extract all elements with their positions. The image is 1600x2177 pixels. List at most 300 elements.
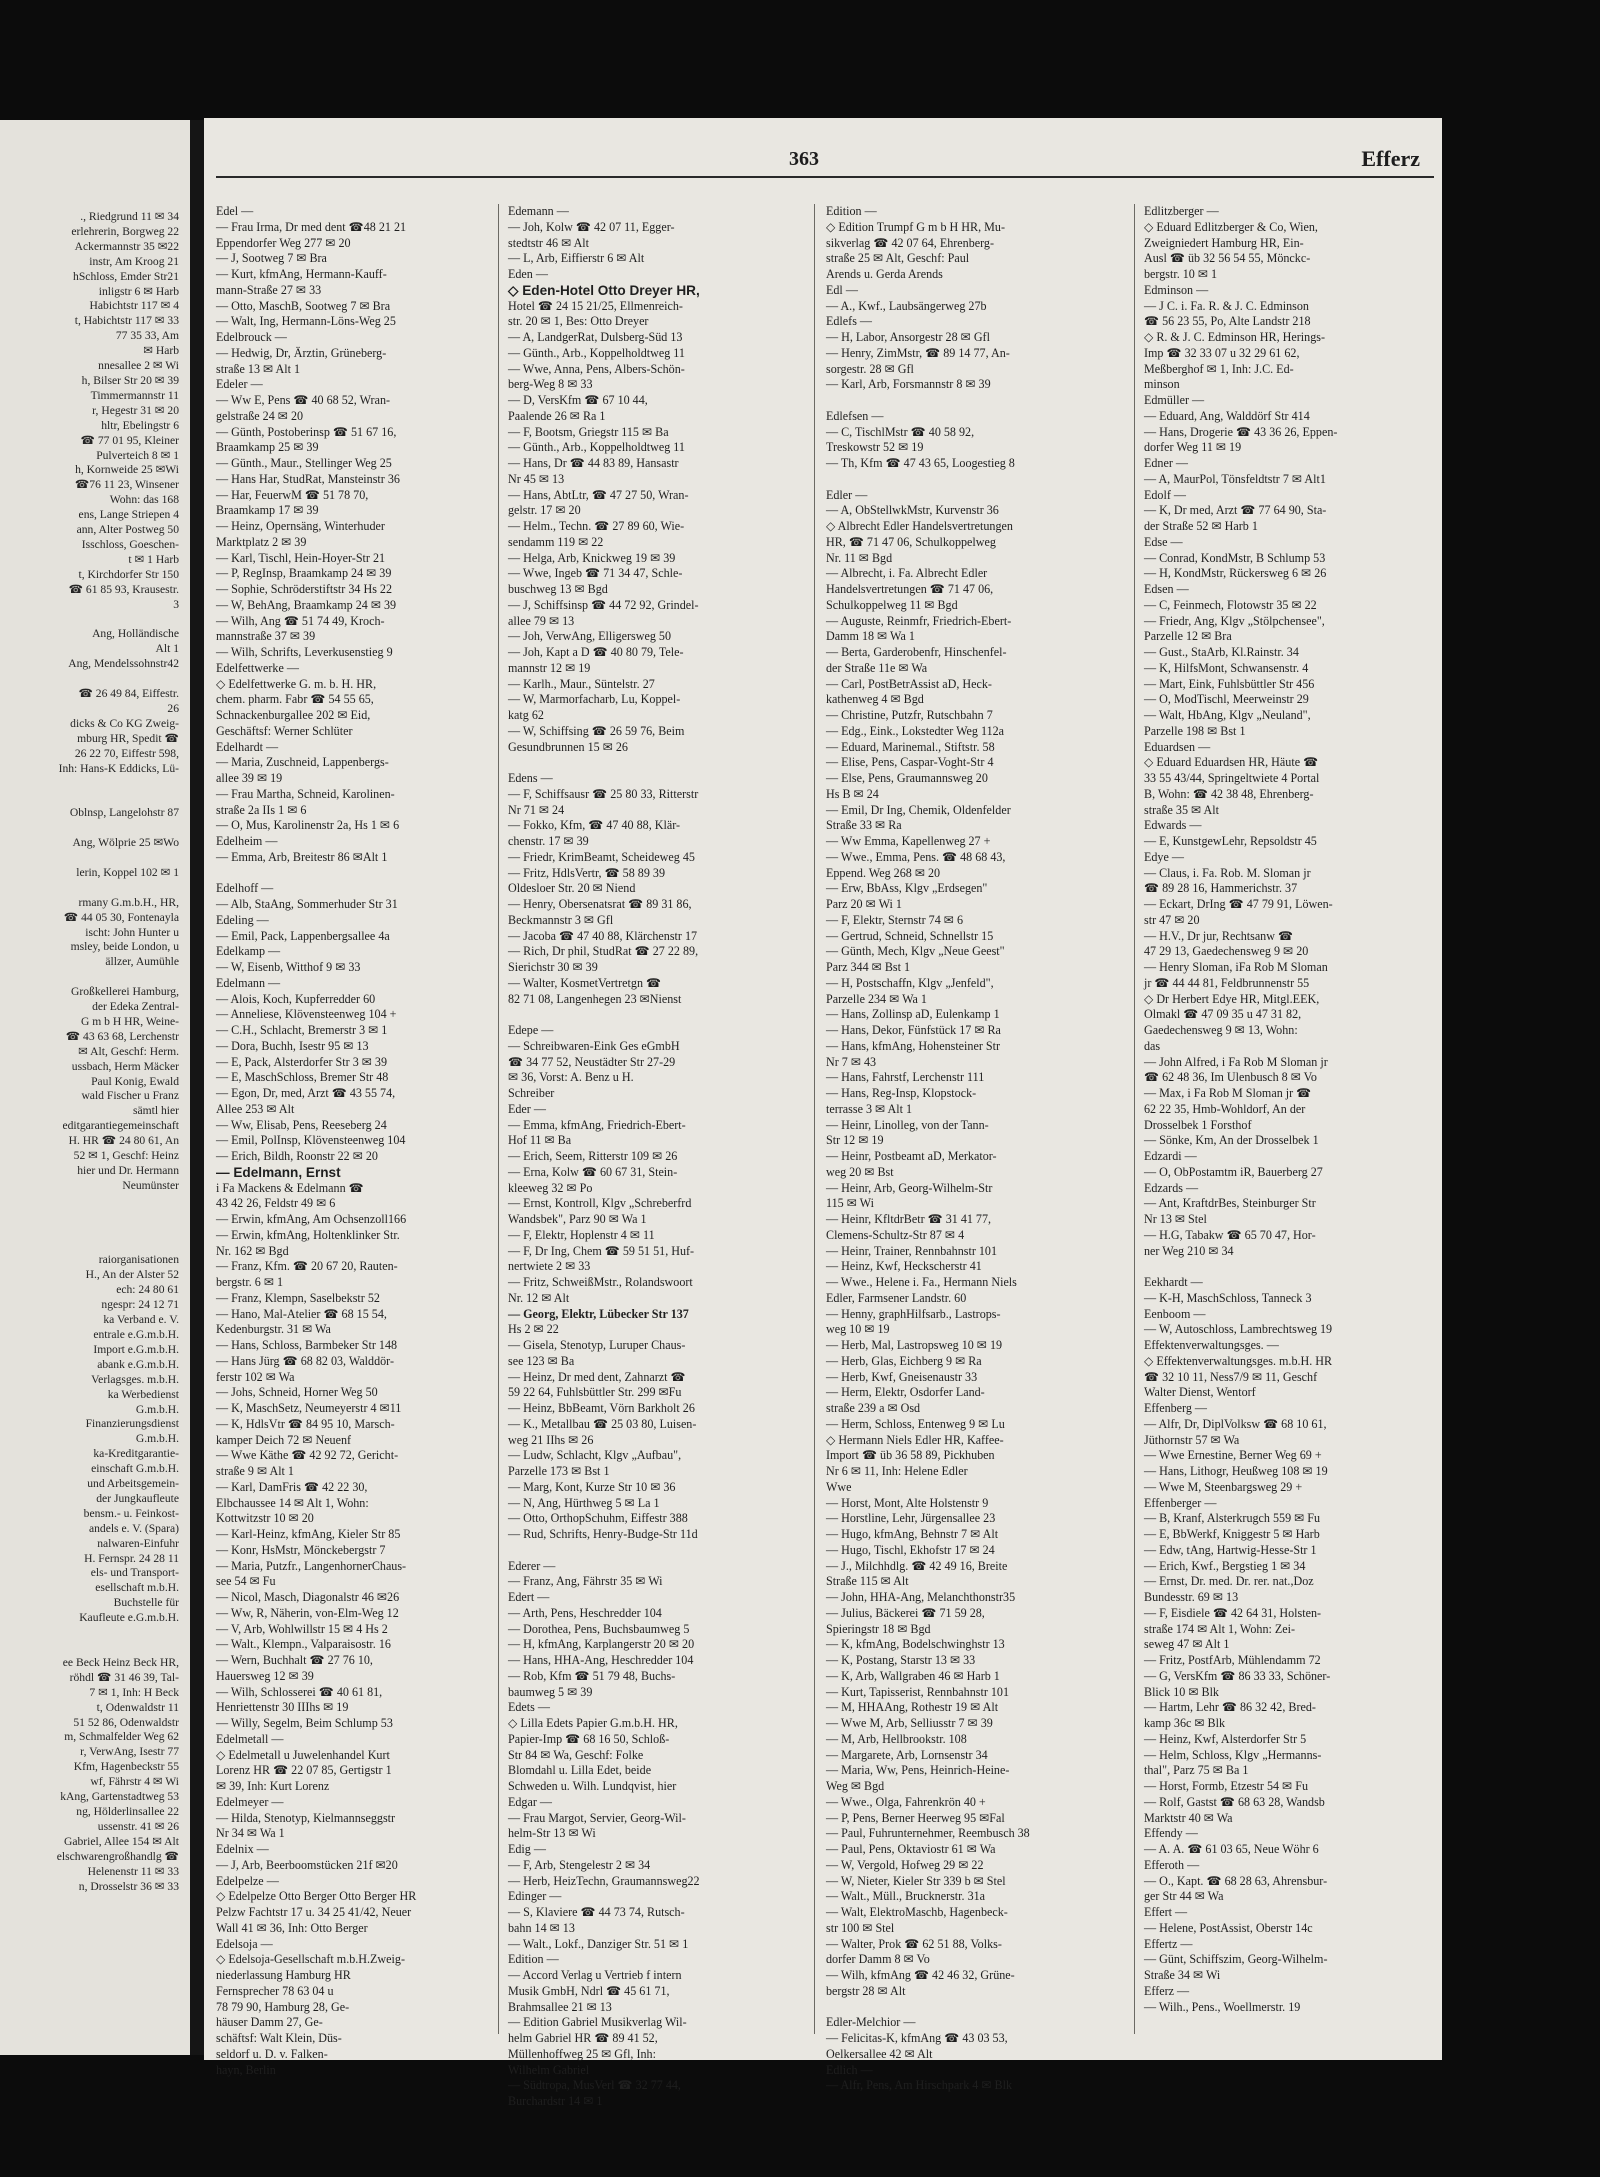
directory-entry-line: chem. pharm. Fabr ☎ 54 55 65,: [216, 692, 374, 707]
directory-entry-line: — J, Sootweg 7 ✉ Bra: [216, 251, 327, 266]
directory-entry-line: str 100 ✉ Stel: [826, 1920, 895, 1935]
directory-entry-line: — Fokko, Kfm, ☎ 47 40 88, Klär-: [508, 818, 681, 833]
facing-page-line: H., An der Alster 52: [85, 1268, 179, 1282]
directory-entry-line: — W, BehAng, Braamkamp 24 ✉ 39: [216, 597, 397, 612]
directory-entry-line: bergstr. 10 ✉ 1: [1144, 267, 1218, 281]
directory-entry-line: 115 ✉ Wi: [826, 1196, 874, 1211]
facing-page-line: ka-Kreditgarantie-: [93, 1447, 179, 1461]
directory-entry-line: — Hans, Dekor, Fünfstück 17 ✉ Ra: [826, 1023, 1001, 1037]
directory-entry-line: — Emil, PolInsp, Klövensteenweg 104: [216, 1133, 406, 1148]
directory-entry-line: — Hans, AbtLtr, ☎ 47 27 50, Wran-: [508, 487, 689, 502]
directory-entry-line: Edl —: [826, 282, 858, 297]
directory-entry-line: — O, ModTischl, Meerweinstr 29: [1144, 692, 1309, 707]
directory-entry-line: Pelzw Fachtstr 17 u. 34 25 41/42, Neuer: [216, 1905, 412, 1919]
directory-entry-line: Hs B ✉ 24: [826, 786, 879, 801]
directory-entry-line: — Wilh, Schlosserei ☎ 40 61 81,: [216, 1684, 383, 1699]
directory-entry-line: stedtstr 46 ✉ Alt: [508, 235, 590, 250]
directory-entry-line: — Wwe Käthe ☎ 42 92 72, Gericht-: [216, 1448, 399, 1463]
directory-entry-line: [1144, 1259, 1416, 1275]
directory-entry-line: — F, Dr Ing, Chem ☎ 59 51 51, Huf-: [508, 1243, 695, 1258]
directory-entry-line: — Henry, ZimMstr, ☎ 89 14 77, An-: [826, 345, 1010, 360]
directory-entry-line: — Ernst, Kontroll, Klgv „Schreberfrd: [508, 1196, 692, 1211]
directory-entry-line: seweg 47 ✉ Alt 1: [1144, 1637, 1230, 1652]
directory-entry-line: Wandsbek", Parz 90 ✉ Wa 1: [508, 1212, 647, 1226]
directory-page: [204, 118, 1442, 2108]
directory-entry-line: sikverlag ☎ 42 07 64, Ehrenberg-: [826, 235, 994, 250]
facing-page-line: 52 ✉ 1, Geschf: Heinz: [73, 1149, 179, 1163]
facing-page-line: kAng, Gartenstadtweg 53: [60, 1790, 179, 1804]
facing-page-line: 3: [173, 597, 179, 611]
directory-entry-line: — Eckart, DrIng ☎ 47 79 91, Löwen-: [1144, 897, 1333, 911]
directory-entry-line: Henriettenstr 30 IIIhs ✉ 19: [216, 1700, 349, 1715]
directory-entry-line: Edelmeyer —: [216, 1794, 284, 1809]
directory-entry-line: Parzelle 12 ✉ Bra: [1144, 629, 1232, 644]
directory-entry-line: — Wern, Buchhalt ☎ 27 76 10,: [216, 1653, 373, 1667]
facing-page-line: [0, 1641, 182, 1656]
directory-entry-line: — Horstline, Lehr, Jürgensallee 23: [826, 1511, 996, 1526]
directory-entry-line: — Fritz, SchweißMstr., Rolandswoort: [508, 1275, 693, 1289]
directory-entry-line: [826, 472, 1098, 488]
directory-entry-line: Edelmetall —: [216, 1731, 284, 1746]
directory-entry-line: [216, 866, 488, 882]
directory-entry-line: Effert —: [1144, 1905, 1188, 1919]
directory-entry-line: kamper Deich 72 ✉ Neuenf: [216, 1432, 352, 1447]
directory-entry-line: ferstr 102 ✉ Wa: [216, 1369, 295, 1384]
facing-page-line: sämtl hier: [132, 1104, 179, 1118]
directory-entry-line: — O, ObPostamtm iR, Bauerberg 27: [1144, 1164, 1323, 1179]
directory-entry-line: 78 79 90, Hamburg 28, Ge-: [216, 1999, 350, 2014]
directory-entry-line: — Günt, Schiffszim, Georg-Wilhelm-: [1144, 1952, 1328, 1967]
directory-entry-line: see 54 ✉ Fu: [216, 1574, 276, 1589]
directory-entry-line: ☎ 62 48 36, Im Ulenbusch 8 ✉ Vo: [1144, 1070, 1317, 1085]
directory-entry-line: Treskowstr 52 ✉ 19: [826, 440, 924, 455]
directory-entry-line: Nr 7 ✉ 43: [826, 1054, 877, 1069]
directory-entry-line: Blick 10 ✉ Blk: [1144, 1684, 1219, 1699]
directory-entry-line: Nr 34 ✉ Wa 1: [216, 1826, 285, 1841]
directory-entry-line: der Straße 11e ✉ Wa: [826, 660, 928, 675]
facing-page-line: ens, Lange Striepen 4: [78, 508, 179, 522]
facing-page-line: 26 22 70, Eiffestr 598,: [74, 746, 179, 760]
directory-entry-line: Burchardstr 14 ✉ 1: [508, 2094, 603, 2108]
directory-entry-line: — Anneliese, Klövensteenweg 104 +: [216, 1007, 397, 1022]
directory-entry-line: bergstr 28 ✉ Alt: [826, 1983, 906, 1998]
directory-entry-line: — Edelmann, Ernst: [216, 1164, 341, 1180]
directory-entry-line: ◇ Edelfettwerke G. m. b. H. HR,: [216, 676, 377, 691]
directory-entry-line: Oelkersallee 42 ✉ Alt: [826, 2046, 933, 2061]
book-gutter: [190, 120, 204, 2055]
facing-page-line: ✉ Alt, Geschf: Herm.: [78, 1044, 179, 1058]
directory-entry-line: — Hugo, kfmAng, Behnstr 7 ✉ Alt: [826, 1527, 999, 1541]
directory-entry-line: — Frau Margot, Servier, Georg-Wil-: [508, 1810, 686, 1825]
directory-entry-line: kleeweg 32 ✉ Po: [508, 1180, 593, 1195]
facing-page-line: Wohn: das 168: [109, 493, 179, 507]
directory-entry-line: weg 20 ✉ Bst: [826, 1164, 894, 1179]
directory-entry-line: weg 21 IIhs ✉ 26: [508, 1432, 594, 1447]
directory-entry-line: Nr 45 ✉ 13: [508, 471, 565, 486]
directory-entry-line: Parzelle 173 ✉ Bst 1: [508, 1464, 610, 1478]
directory-entry-line: — Erich, Kwf., Bergstieg 1 ✉ 34: [1144, 1558, 1306, 1573]
directory-entry-line: — Heinr, KfltdrBetr ☎ 31 41 77,: [826, 1212, 992, 1226]
directory-entry-line: [826, 393, 1098, 409]
directory-entry-line: Edwards —: [1144, 818, 1202, 833]
facing-page-line: ☎ 77 01 95, Kleiner: [80, 433, 179, 447]
directory-entry-line: Wilhelm Gabriel: [508, 2062, 590, 2077]
directory-entry-line: Lorenz HR ☎ 22 07 85, Gertigstr 1: [216, 1763, 392, 1778]
directory-entry-line: Fernsprecher 78 63 04 u: [216, 1983, 334, 1998]
directory-entry-line: — Hugo, Tischl, Ekhofstr 17 ✉ 24: [826, 1542, 995, 1557]
directory-entry-line: ◇ Eduard Eduardsen HR, Häute ☎: [1144, 755, 1319, 770]
directory-entry-line: — Heinz, Dr med dent, Zahnarzt ☎: [508, 1369, 686, 1384]
directory-entry-line: Edelkamp —: [216, 944, 281, 959]
facing-page-line: t, Habichtstr 117 ✉ 33: [74, 314, 179, 328]
directory-entry-line: ◇ Edelpelze Otto Berger Otto Berger HR: [216, 1889, 417, 1904]
directory-entry-line: [508, 755, 780, 771]
directory-entry-line: Parz 344 ✉ Bst 1: [826, 960, 911, 974]
directory-entry-line: Spieringstr 18 ✉ Bgd: [826, 1621, 931, 1636]
directory-entry-line: — Eduard, Ang, Walddörf Str 414: [1144, 408, 1310, 423]
directory-entry-line: — Rud, Schrifts, Henry-Budge-Str 11d: [508, 1527, 698, 1541]
column-divider: [498, 204, 499, 2034]
directory-entry-line: — Helga, Arb, Knickweg 19 ✉ 39: [508, 550, 676, 565]
directory-entry-line: Kedenburgstr. 31 ✉ Wa: [216, 1322, 331, 1337]
directory-entry-line: — Karlh., Maur., Süntelstr. 27: [508, 676, 655, 691]
directory-entry-line: Gesundbrunnen 15 ✉ 26: [508, 739, 628, 754]
directory-entry-line: — Maria, Putzfr., LangenhornerChaus-: [216, 1558, 407, 1573]
directory-entry-line: — Henry Sloman, iFa Rob M Sloman: [1144, 960, 1328, 974]
directory-entry-line: — W, Eisenb, Witthof 9 ✉ 33: [216, 960, 361, 974]
directory-entry-line: — Erich, Bildh, Roonstr 22 ✉ 20: [216, 1149, 378, 1163]
directory-entry-line: Nr 6 ✉ 11, Inh: Helene Edler: [826, 1464, 968, 1478]
directory-entry-line: Allee 253 ✉ Alt: [216, 1101, 295, 1116]
directory-entry-line: — Heinr, Trainer, Rennbahnstr 101: [826, 1243, 998, 1258]
facing-page-line: abank e.G.m.b.H.: [97, 1357, 179, 1371]
directory-entry-line: — J., Milchhdlg. ☎ 42 49 16, Breite: [826, 1558, 1008, 1573]
facing-page-line: [0, 1239, 182, 1254]
directory-entry-line: — Margarete, Arb, Lornsenstr 34: [826, 1747, 988, 1762]
directory-entry-line: — Erich, Seem, Ritterstr 109 ✉ 26: [508, 1149, 678, 1163]
facing-page-line: n, Drosselstr 36 ✉ 33: [78, 1879, 179, 1893]
directory-entry-line: Hauersweg 12 ✉ 39: [216, 1668, 314, 1683]
directory-entry-line: terrasse 3 ✉ Alt 1: [826, 1101, 913, 1116]
directory-entry-line: Arends u. Gerda Arends: [826, 267, 943, 281]
directory-entry-line: — O, Mus, Karolinenstr 2a, Hs 1 ✉ 6: [216, 818, 400, 833]
directory-entry-line: Edets —: [508, 1700, 550, 1715]
directory-entry-line: — Herm, Schloss, Entenweg 9 ✉ Lu: [826, 1416, 1005, 1431]
facing-page-line: h, Bilser Str 20 ✉ 39: [81, 373, 179, 387]
facing-page-line: 7 ✉ 1, Inh: H Beck: [89, 1685, 179, 1699]
facing-page-line: wf, Fährstr 4 ✉ Wi: [90, 1775, 179, 1789]
directory-entry-line: kamp 36c ✉ Blk: [1144, 1716, 1226, 1730]
directory-entry-line: — Karl, Tischl, Hein-Hoyer-Str 21: [216, 550, 386, 565]
directory-entry-line: — Emil, Pack, Lappenbergsallee 4a: [216, 928, 390, 943]
facing-page-line: bensm.- u. Feinkost-: [83, 1506, 179, 1520]
directory-entry-line: Bundesstr. 69 ✉ 13: [1144, 1590, 1239, 1604]
directory-entry-line: — Henny, graphHilfsarb., Lastrops-: [826, 1306, 1001, 1321]
directory-entry-line: — L, Arb, Eiffierstr 6 ✉ Alt: [508, 251, 645, 266]
directory-entry-line: — Hartm, Lehr ☎ 86 32 42, Bred-: [1144, 1700, 1316, 1715]
facing-page-line: ann, Alter Postweg 50: [76, 523, 179, 537]
directory-entry-line: bahn 14 ✉ 13: [508, 1920, 575, 1935]
directory-entry-line: — Ludw, Schlacht, Klgv „Aufbau",: [508, 1448, 682, 1463]
directory-entry-line: — Otto, OrthopSchuhm, Eiffestr 388: [508, 1511, 688, 1526]
facing-page-line: wald Fischer u Franz: [81, 1089, 179, 1103]
directory-entry-line: Edsen —: [1144, 582, 1189, 596]
facing-page-line: Ang, Mendelssohnstr42: [68, 657, 179, 671]
directory-entry-line: — Hans, Reg-Insp, Klopstock-: [826, 1086, 977, 1100]
directory-entry-line: — Wilh., Pens., Woellmerstr. 19: [1144, 1999, 1301, 2014]
directory-entry-line: Edminson —: [1144, 282, 1209, 297]
directory-entry-line: ◇ R. & J. C. Edminson HR, Herings-: [1144, 330, 1325, 344]
facing-page-line: raiorganisationen: [98, 1253, 179, 1267]
directory-entry-line: kathenweg 4 ✉ Bgd: [826, 692, 924, 707]
directory-entry-line: ◇ Effektenverwaltungsges. m.b.H. HR: [1144, 1353, 1333, 1368]
directory-entry-line: — Fritz, PostfArb, Mühlendamm 72: [1144, 1653, 1321, 1667]
directory-entry-line: — Ww, R, Näherin, von-Elm-Weg 12: [216, 1605, 399, 1620]
directory-entry-line: Edelmann —: [216, 975, 281, 990]
directory-entry-line: — H, kfmAng, Karplangerstr 20 ✉ 20: [508, 1637, 695, 1652]
directory-entry-line: — John, HHA-Ang, Melanchthonstr35: [826, 1590, 1016, 1604]
directory-entry-line: straße 25 ✉ Alt, Geschf: Paul: [826, 251, 970, 266]
directory-entry-line: — K, HdlsVtr ☎ 84 95 10, Marsch-: [216, 1416, 395, 1431]
directory-entry-line: — F, Elektr, Sternstr 74 ✉ 6: [826, 912, 963, 927]
facing-page-line: H. Fernspr. 24 28 11: [84, 1551, 179, 1565]
facing-page-column: [0, 210, 182, 1894]
directory-entry-line: — Henry, Obersenatsrat ☎ 89 31 86,: [508, 897, 692, 911]
directory-entry-line: — Herm, Elektr, Osdorfer Land-: [826, 1385, 985, 1400]
directory-entry-line: HR, ☎ 71 47 06, Schulkoppelweg: [826, 534, 996, 549]
directory-entry-line: ◇ Edelsoja-Gesellschaft m.b.H.Zweig-: [216, 1952, 405, 1967]
directory-entry-line: helm-Str 13 ✉ Wi: [508, 1826, 596, 1841]
directory-entry-line: — Gust., StaArb, Kl.Rainstr. 34: [1144, 645, 1299, 659]
facing-page-line: [0, 791, 182, 806]
directory-entry-line: Str 12 ✉ 19: [826, 1133, 884, 1148]
directory-entry-line: — H.G, Tabakw ☎ 65 70 47, Hor-: [1144, 1227, 1316, 1242]
directory-entry-line: Beckmannstr 3 ✉ Gfl: [508, 912, 614, 927]
directory-entry-line: — Erna, Kolw ☎ 60 67 31, Stein-: [508, 1164, 678, 1179]
directory-entry-line: weg 10 ✉ 19: [826, 1322, 890, 1337]
directory-entry-line: — Wwe Ernestine, Berner Weg 69 +: [1144, 1448, 1322, 1463]
directory-entry-line: Eduardsen —: [1144, 739, 1211, 754]
directory-entry-line: ◇ Lilla Edets Papier G.m.b.H. HR,: [508, 1716, 678, 1730]
directory-entry-line: Edepe —: [508, 1023, 554, 1037]
facing-page-line: Neumünster: [122, 1178, 179, 1192]
directory-entry-line: — Wwe M, Arb, Selliusstr 7 ✉ 39: [826, 1716, 993, 1730]
directory-entry-line: helm Gabriel HR ☎ 89 41 52,: [508, 2031, 658, 2045]
directory-entry-line: — Horst, Formb, Etzestr 54 ✉ Fu: [1144, 1779, 1308, 1793]
directory-entry-line: Efferoth —: [1144, 1857, 1200, 1872]
directory-entry-line: Geschäftsf: Werner Schlüter: [216, 723, 353, 738]
directory-entry-line: — Georg, Elektr, Lübecker Str 137: [508, 1306, 689, 1321]
facing-page-line: [0, 1209, 182, 1224]
directory-entry-line: Kottwitzstr 10 ✉ 20: [216, 1511, 314, 1526]
directory-entry-line: — Hans, kfmAng, Hohensteiner Str: [826, 1038, 1000, 1053]
facing-page-line: Timmermannstr 11: [90, 388, 179, 402]
directory-entry-line: sorgestr. 28 ✉ Gfl: [826, 361, 914, 376]
directory-entry-line: Nr 71 ✉ 24: [508, 802, 565, 817]
directory-entry-line: Edse —: [1144, 534, 1183, 549]
directory-entry-line: — P, RegInsp, Braamkamp 24 ✉ 39: [216, 566, 392, 581]
directory-entry-line: Effertz —: [1144, 1936, 1193, 1951]
directory-entry-line: — M, Arb, Hellbrookstr. 108: [826, 1731, 967, 1746]
directory-entry-line: Jüthornstr 57 ✉ Wa: [1144, 1432, 1240, 1447]
directory-entry-line: 59 22 64, Fuhlsbüttler Str. 299 ✉Fu: [508, 1385, 682, 1400]
directory-entry-line: — K, Dr med, Arzt ☎ 77 64 90, Sta-: [1144, 503, 1327, 518]
directory-entry-line: — Fritz, HdlsVertr, ☎ 58 89 39: [508, 865, 666, 880]
directory-entry-line: — Walt, Ing, Hermann-Löns-Weg 25: [216, 314, 396, 329]
directory-entry-line: — K, kfmAng, Bodelschwinghstr 13: [826, 1637, 1005, 1652]
directory-entry-line: — Alois, Koch, Kupferredder 60: [216, 991, 376, 1006]
directory-entry-line: — Karl, DamFris ☎ 42 22 30,: [216, 1479, 368, 1494]
directory-entry-line: Hs 2 ✉ 22: [508, 1322, 559, 1337]
directory-entry-line: — A, MaurPol, Tönsfeldtstr 7 ✉ Alt1: [1144, 471, 1326, 486]
directory-entry-line: — Hans, HHA-Ang, Heschredder 104: [508, 1653, 694, 1667]
directory-entry-line: — E, KunstgewLehr, Repsoldstr 45: [1144, 834, 1317, 848]
facing-page-line: mburg HR, Spedit ☎: [77, 731, 179, 745]
directory-entry-line: Edgar —: [508, 1794, 552, 1809]
directory-entry-line: Musik GmbH, Ndrl ☎ 45 61 71,: [508, 1983, 670, 1998]
directory-entry-line: straße 239 a ✉ Osd: [826, 1401, 921, 1415]
facing-page-line: [0, 1224, 182, 1239]
directory-entry-line: dorfer Damm 8 ✉ Vo: [826, 1952, 930, 1967]
directory-entry-line: — Kurt, kfmAng, Hermann-Kauff-: [216, 267, 387, 281]
directory-entry-line: — K, MaschSetz, Neumeyerstr 4 ✉11: [216, 1401, 402, 1415]
facing-page-line: erlehrerin, Borgweg 22: [71, 224, 179, 238]
facing-page-line: [0, 1626, 182, 1641]
facing-page-line: Großkellerei Hamburg,: [71, 985, 179, 999]
directory-entry-line: — Heinr, Linolleg, von der Tann-: [826, 1117, 989, 1132]
directory-entry-line: ✉ 39, Inh: Kurt Lorenz: [216, 1779, 330, 1793]
directory-entry-line: — C, Feinmech, Flotowstr 35 ✉ 22: [1144, 597, 1317, 612]
directory-entry-line: Edelsoja —: [216, 1936, 273, 1951]
facing-page-line: G m b H HR, Weine-: [80, 1014, 179, 1028]
directory-entry-line: — Wwe, Anna, Pens, Albers-Schön-: [508, 361, 685, 376]
directory-entry-line: — Erwin, kfmAng, Holtenklinker Str.: [216, 1227, 400, 1242]
header-rule: [216, 176, 1434, 178]
facing-page-line: Finanzierungsdienst: [85, 1417, 179, 1431]
directory-entry-line: Edig —: [508, 1842, 546, 1856]
directory-entry-line: — Heinz, Opernsäng, Winterhuder: [216, 519, 385, 533]
facing-page-line: [0, 612, 182, 627]
directory-entry-line: Edens —: [508, 771, 553, 785]
facing-page-line: ischt: John Hunter u: [85, 925, 179, 939]
directory-entry-line: Efferz —: [1144, 1983, 1190, 1998]
directory-entry-line: Nr 13 ✉ Stel: [1144, 1212, 1207, 1226]
facing-page-line: 51 52 86, Odenwaldstr: [73, 1715, 179, 1729]
directory-entry-line: ◇ Hermann Niels Edler HR, Kaffee-: [826, 1432, 1004, 1447]
directory-entry-line: — Hans, Drogerie ☎ 43 36 26, Eppen-: [1144, 424, 1338, 439]
facing-page-line: einschaft G.m.b.H.: [91, 1462, 179, 1476]
directory-entry-line: — Emma, kfmAng, Friedrich-Ebert-: [508, 1117, 686, 1132]
directory-entry-line: Parzelle 198 ✉ Bst 1: [1144, 723, 1246, 738]
directory-entry-line: — H, KondMstr, Rückersweg 6 ✉ 26: [1144, 566, 1327, 581]
directory-entry-line: Müllenhoffweg 25 ✉ Gfl, Inh:: [508, 2046, 656, 2061]
directory-entry-line: — Herb, Mal, Lastropsweg 10 ✉ 19: [826, 1338, 1003, 1352]
directory-entry-line: — Dorothea, Pens, Buchsbaumweg 5: [508, 1621, 690, 1636]
directory-entry-line: Edelhardt —: [216, 739, 279, 754]
facing-page-line: r, VerwAng, Isestr 77: [80, 1745, 179, 1759]
directory-entry-line: Schulkoppelweg 11 ✉ Bgd: [826, 597, 958, 612]
directory-entry-line: — E, BbWerkf, Kniggestr 5 ✉ Harb: [1144, 1527, 1320, 1541]
directory-entry-line: 33 55 43/44, Springeltwiete 4 Portal: [1144, 771, 1320, 785]
directory-entry-line: straße 35 ✉ Alt: [1144, 802, 1219, 817]
directory-entry-line: — Hans, Schloss, Barmbeker Str 148: [216, 1338, 398, 1352]
directory-entry-line: — Christine, Putzfr, Rutschbahn 7: [826, 708, 993, 722]
directory-entry-line: ◇ Edition Trumpf G m b H HR, Mu-: [826, 219, 1005, 234]
directory-entry-line: — Berta, Garderobenfr, Hinschenfel-: [826, 645, 1007, 659]
facing-page-line: Paul Konig, Ewald: [91, 1074, 179, 1088]
directory-entry-line: ☎ 89 28 16, Hammerichstr. 37: [1144, 881, 1298, 896]
directory-entry-line: — D, VersKfm ☎ 67 10 44,: [508, 393, 648, 407]
directory-entry-line: ☎ 32 10 11, Ness7/9 ✉ 11, Geschf: [1144, 1369, 1318, 1384]
facing-page-line: und Arbeitsgemein-: [87, 1477, 179, 1491]
directory-entry-line: Imp ☎ 32 33 07 u 32 29 61 62,: [1144, 345, 1300, 360]
directory-entry-line: Nr. 162 ✉ Bgd: [216, 1243, 289, 1258]
directory-entry-line: Marktstr 40 ✉ Wa: [1144, 1810, 1233, 1825]
directory-entry-line: — K., Metallbau ☎ 25 03 80, Luisen-: [508, 1416, 697, 1431]
directory-entry-line: — Edw, tAng, Hartwig-Hesse-Str 1: [1144, 1542, 1317, 1557]
directory-entry-line: — Jacoba ☎ 47 40 88, Klärchenstr 17: [508, 928, 698, 943]
directory-entry-line: Edolf —: [1144, 487, 1186, 502]
directory-entry-line: Olmakl ☎ 47 09 35 u 47 31 82,: [1144, 1007, 1302, 1022]
directory-entry-line: Eenboom —: [1144, 1306, 1206, 1321]
facing-page-line: hltr, Ebelingstr 6: [101, 418, 179, 432]
directory-entry-line: — Walt., Lokf., Danziger Str. 51 ✉ 1: [508, 1936, 689, 1951]
directory-entry-line: ☎ 56 23 55, Po, Alte Landstr 218: [1144, 314, 1311, 329]
directory-entry-line: Edelheim —: [216, 834, 278, 848]
directory-entry-line: Elbchaussee 14 ✉ Alt 1, Wohn:: [216, 1495, 369, 1510]
directory-entry-line: — F, Elektr, Hoplenstr 4 ✉ 11: [508, 1227, 655, 1242]
directory-entry-line: — Otto, MaschB, Sootweg 7 ✉ Bra: [216, 298, 391, 313]
directory-entry-line: Straße 34 ✉ Wi: [1144, 1968, 1221, 1982]
directory-entry-line: das: [1144, 1038, 1161, 1053]
directory-entry-line: jr ☎ 44 44 81, Feldbrunnenstr 55: [1144, 975, 1310, 990]
directory-entry-line: — Conrad, KondMstr, B Schlump 53: [1144, 550, 1326, 565]
facing-page-line: editgarantiegemeinschaft: [62, 1119, 179, 1133]
directory-entry-line: ◇ Eduard Edlitzberger & Co, Wien,: [1144, 219, 1318, 234]
directory-entry-line: häuser Damm 27, Ge-: [216, 2015, 323, 2030]
directory-entry-line: Marktplatz 2 ✉ 39: [216, 534, 307, 549]
directory-entry-line: Ausl ☎ üb 32 56 54 55, Mönckc-: [1144, 251, 1311, 266]
facing-page-line: esellschaft m.b.H.: [95, 1581, 179, 1595]
running-head: Efferz: [1361, 146, 1420, 171]
facing-page-line: 77 35 33, Am: [115, 329, 179, 343]
directory-entry-line: Effektenverwaltungsges. —: [1144, 1338, 1279, 1352]
facing-page-line: [0, 881, 182, 896]
facing-page-line: ee Beck Heinz Beck HR,: [62, 1655, 179, 1669]
directory-entry-line: — Maria, Ww, Pens, Heinrich-Heine-: [826, 1763, 1010, 1778]
directory-entry-line: Effenberger —: [1144, 1495, 1217, 1510]
directory-entry-line: — Wilh, kfmAng ☎ 42 46 32, Grüne-: [826, 1968, 1015, 1982]
directory-entry-line: — J C. i. Fa. R. & J. C. Edminson: [1144, 298, 1309, 313]
directory-entry-line: Handelsvertretungen ☎ 71 47 06,: [826, 582, 994, 596]
directory-entry-line: hayn, Berlin: [216, 2062, 276, 2077]
directory-entry-line: mannstraße 37 ✉ 39: [216, 629, 316, 644]
directory-entry-line: — Mart, Eink, Fuhlsbüttler Str 456: [1144, 676, 1315, 691]
facing-page-line: andels e. V. (Spara): [88, 1521, 179, 1535]
directory-entry-line: Schreiber: [508, 1086, 555, 1100]
facing-page-line: ., Riedgrund 11 ✉ 34: [80, 210, 179, 223]
directory-entry-line: Edye —: [1144, 849, 1184, 864]
directory-entry-line: niederlassung Hamburg HR: [216, 1968, 351, 1982]
facing-page-line: r, Hegestr 31 ✉ 20: [92, 403, 179, 417]
directory-entry-line: — Claus, i. Fa. Rob. M. Sloman jr: [1144, 865, 1311, 880]
facing-page-line: G.m.b.H.: [135, 1402, 179, 1416]
directory-entry-line: — Ernst, Dr. med. Dr. rer. nat.,Doz: [1144, 1574, 1314, 1589]
directory-entry-line: — Erwin, kfmAng, Am Ochsenzoll166: [216, 1212, 407, 1226]
facing-page-line: ällzer, Aumühle: [105, 955, 179, 969]
facing-page-line: [0, 821, 182, 836]
facing-page-line: t, Kirchdorfer Str 150: [78, 567, 179, 581]
